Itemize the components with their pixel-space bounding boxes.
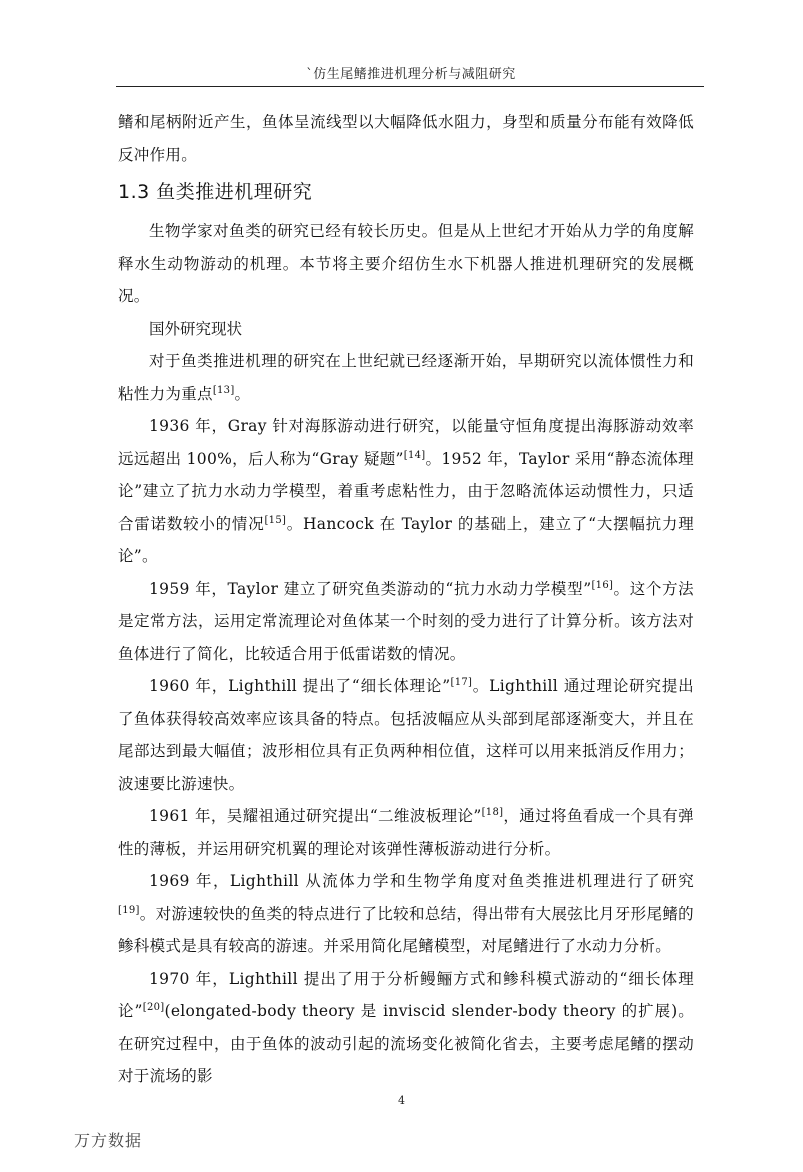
paragraph: 对于鱼类推进机理的研究在上世纪就已经逐渐开始，早期研究以流体惯性力和粘性力为重点[13]。 [118,352,694,403]
citation: [17] [450,677,473,688]
subheading: 国外研究现状 [149,319,243,338]
watermark: 万方数据 [74,1131,143,1150]
paragraph: 1970 年，Lighthill 提出了用于分析鳗鲡方式和鲹科模式游动的“细长体理论”[20](elongated-body theory 是 inviscid slender-body theory 的扩展)。在研究过程中，由于鱼体的波动引起的流场变化被简化省去，主要考虑尾鳍的摆动对于流场的影 [118,969,694,1085]
citation: [18] [481,807,504,818]
section-heading: 1.3 鱼类推进机理研究 [118,181,313,203]
paragraph: 1936 年，Gray 针对海豚游动进行研究，以能量守恒角度提出海豚游动效率远远超出 100%，后人称为“Gray 疑题”[14]。1952 年，Taylor 采用“静态流体理论”建立了抗力水动力学模型，着重考虑粘性力，由于忽略流体运动惯性力，只适合雷诺数较小的情况[15]。Hancock 在 Taylor 的基础上，建立了“大摆幅抗力理论”。 [118,417,694,565]
citation: [20] [142,1002,165,1013]
citation: [15] [264,514,287,526]
paragraph: 1959 年，Taylor 建立了研究鱼类游动的“抗力水动力学模型”[16]。这个方法是定常方法，运用定常流理论对鱼体某一个时刻的受力进行了计算分析。该方法对鱼体进行了简化，比较适合用于低雷诺数的情况。 [118,579,694,663]
page-body [118,106,694,1093]
paragraph: 生物学家对鱼类的研究已经有较长历史。但是从上世纪才开始从力学的角度解释水生动物游动的机理。本节将主要介绍仿生水下机器人推进机理研究的发展概况。 [118,222,694,305]
paragraph-continuation: 鳍和尾柄附近产生，鱼体呈流线型以大幅降低水阻力，身型和质量分布能有效降低反冲作用。 [118,113,694,164]
header-rule [116,86,704,87]
page-number: 4 [398,1094,405,1107]
citation: [19] [118,904,140,916]
paragraph: 1960 年，Lighthill 提出了“细长体理论”[17]。Lighthill 通过理论研究提出了鱼体获得较高效率应该具备的特点。包括波幅应从头部到尾部逐渐变大，并且在尾部达到最大幅值；波形相位具有正负两种相位值，这样可以用来抵消反作用力；波速要比游速快。 [118,677,694,793]
citation: [13] [212,384,235,396]
citation: [16] [591,579,614,591]
paragraph: 1961 年，吴耀祖通过研究提出“二维波板理论”[18]，通过将鱼看成一个具有弹性的薄板，并运用研究机翼的理论对该弹性薄板游动进行分析。 [118,807,694,858]
citation: [14] [403,449,426,461]
paragraph: 1969 年，Lighthill 从流体力学和生物学角度对鱼类推进机理进行了研究[19]。对游速较快的鱼类的特点进行了比较和总结，得出带有大展弦比月牙形尾鳍的鲹科模式是具有较高的游速。并采用简化尾鳍模型，对尾鳍进行了水动力分析。 [118,872,694,955]
running-header: `仿生尾鳍推进机理分析与减阻研究 [306,67,516,82]
